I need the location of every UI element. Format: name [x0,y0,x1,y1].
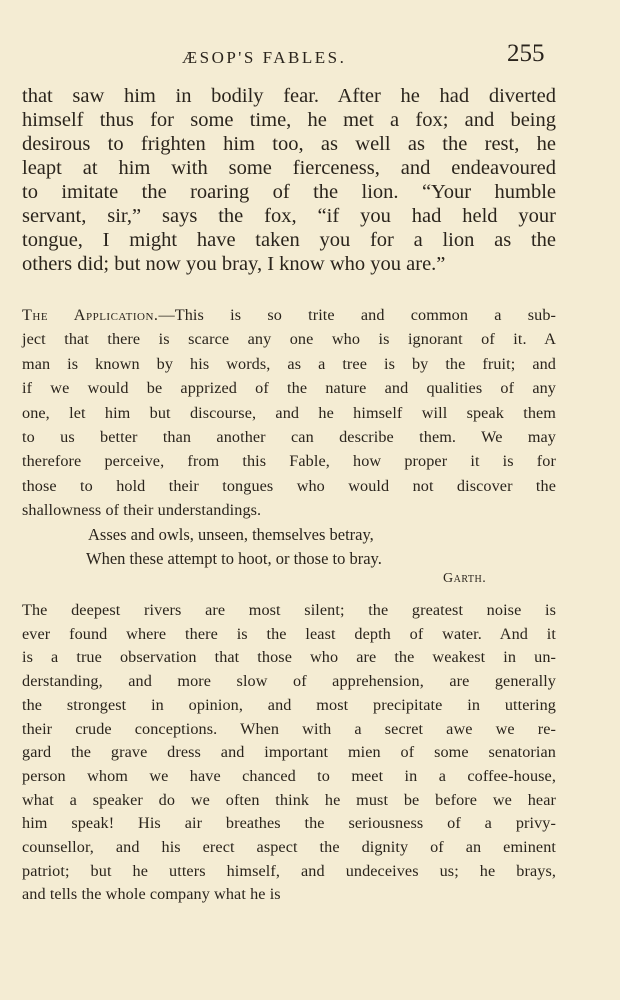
text-line: therefore perceive, from this Fable, how proper it is for [22,452,556,471]
text-line: desirous to frighten him too, as well as the rest, he [22,133,556,155]
text-line: him speak! His air breathes the seriousness of a privy- [22,814,556,833]
verse-attribution: Garth. [443,571,487,586]
text-line: derstanding, and more slow of apprehension, are generally [22,672,556,691]
fable-paragraph [22,84,556,276]
text-line: what a speaker do we often think he must be before we hear [22,790,556,809]
text-line: others did; but now you bray, I know who you are.” [22,253,446,275]
application-first-line: —This is so trite and common a sub- [158,306,556,324]
text-line: their crude conceptions. When with a secret awe we re- [22,719,556,738]
text-line: himself thus for some time, he met a fox; and being [22,109,556,131]
text-line: those to hold their tongues who would not discover the [22,476,556,495]
text-line: the strongest in opinion, and most precipitate in uttering [22,695,556,714]
page-number: 255 [507,40,545,67]
text-line: one, let him but discourse, and he himself will speak them [22,403,556,422]
text-line: servant, sir,” says the fox, “if you had held your [22,205,556,227]
text-line: counsellor, and his erect aspect the dignity of an eminent [22,838,556,857]
application-paragraph [22,303,556,523]
text-line: tongue, I might have taken you for a lion as the [22,229,556,251]
verse-quote [88,523,382,571]
text-line: ject that there is scarce any one who is ignorant of it. A [22,330,556,349]
text-line: The deepest rivers are most silent; the greatest noise is [22,601,556,619]
text-line: ever found where there is the least depth of water. And it [22,624,556,643]
text-line: person whom we have chanced to meet in a coffee-house, [22,766,556,785]
text-line: shallowness of their understandings. [22,501,262,520]
text-line: and tells the whole company what he is [22,885,281,904]
application-heading: The Application. [22,306,159,324]
verse-line: When these attempt to hoot, or those to bray. [86,549,382,568]
text-line: to us better than another can describe them. We may [22,428,556,447]
text-line: if we would be apprized of the nature and qualities of any [22,379,556,398]
text-line: patriot; but he utters himself, and undeceives us; he brays, [22,861,556,880]
text-line: to imitate the roaring of the lion. “Your humble [22,181,556,203]
verse-line: Asses and owls, unseen, themselves betray, [88,525,374,544]
text-line: leapt at him with some fierceness, and endeavoured [22,157,556,179]
commentary-paragraph [22,599,556,907]
text-line: that saw him in bodily fear. After he had diverted [22,85,556,107]
text-line: gard the grave dress and important mien of some senatorian [22,743,556,762]
text-line [22,303,556,327]
running-title: ÆSOP'S FABLES. [182,48,347,67]
text-line: is a true observation that those who are the weakest in un- [22,648,556,667]
page-header [0,38,620,78]
text-line: man is known by his words, as a tree is by the fruit; and [22,354,556,373]
